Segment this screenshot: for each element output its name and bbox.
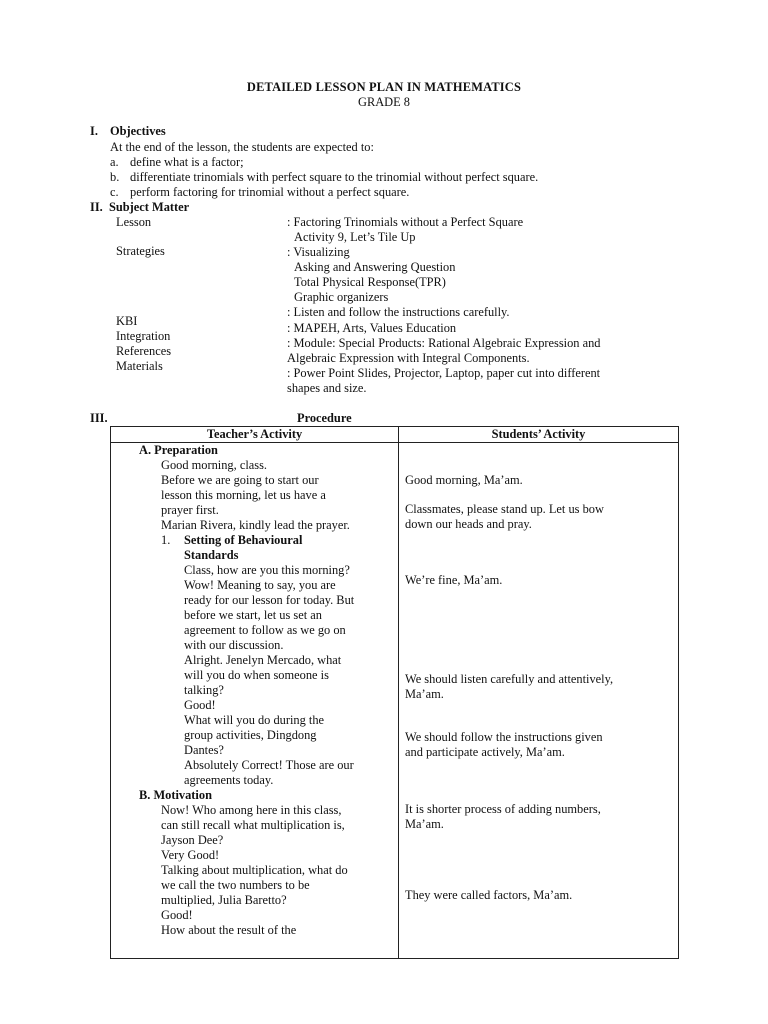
procedure-table: [110, 426, 679, 959]
teacher-line: Absolutely Correct! Those are our: [184, 758, 354, 772]
subject-label-strategies: Strategies: [116, 244, 165, 258]
table-row: [111, 443, 679, 959]
subject-value-line: Activity 9, Let’s Tile Up: [294, 230, 416, 244]
teacher-line: Before we are going to start our: [161, 473, 319, 487]
objectives-intro: At the end of the lesson, the students are expected to:: [110, 140, 374, 154]
objective-text: define what is a factor;: [130, 155, 244, 169]
subject-label-lesson: Lesson: [116, 215, 152, 229]
teacher-line: Wow! Meaning to say, you are: [184, 578, 336, 592]
teacher-line: talking?: [184, 683, 224, 697]
subject-value-line: : Module: Special Products: Rational Algebraic Expression and: [287, 336, 601, 350]
subject-value-line: : Listen and follow the instructions carefully.: [287, 305, 510, 319]
subject-value-line: : MAPEH, Arts, Values Education: [287, 321, 457, 335]
subsection-heading: Standards: [184, 548, 239, 562]
teacher-line: Marian Rivera, kindly lead the prayer.: [161, 518, 350, 532]
subject-value-line: : Power Point Slides, Projector, Laptop, paper cut into different: [287, 366, 601, 380]
objective-letter: b.: [110, 170, 120, 184]
objective-letter: c.: [110, 185, 119, 199]
student-line: Ma’am.: [405, 817, 444, 831]
objective-text: perform factoring for trinomial without a perfect square.: [130, 185, 410, 199]
students-activity-header: Students’ Activity: [399, 427, 679, 443]
teacher-line: with our discussion.: [184, 638, 284, 652]
teacher-line: prayer first.: [161, 503, 219, 517]
student-line: We should follow the instructions given: [405, 730, 603, 744]
objectives-number: I.: [90, 124, 98, 138]
subsection-heading: Setting of Behavioural: [184, 533, 303, 547]
teacher-line: agreement to follow as we go on: [184, 623, 346, 637]
document-subtitle: GRADE 8: [358, 95, 410, 109]
teacher-line: group activities, Dingdong: [184, 728, 317, 742]
teacher-line: Good!: [161, 908, 193, 922]
document-title: DETAILED LESSON PLAN IN MATHEMATICS: [246, 80, 522, 94]
subject-value-line: shapes and size.: [287, 381, 367, 395]
student-line: We’re fine, Ma’am.: [405, 573, 503, 587]
student-line: down our heads and pray.: [405, 517, 532, 531]
subject-value-line: Asking and Answering Question: [294, 260, 456, 274]
subject-label-integration: Integration: [116, 329, 171, 343]
teacher-line: Dantes?: [184, 743, 224, 757]
teacher-line: can still recall what multiplication is,: [161, 818, 345, 832]
teacher-line: Talking about multiplication, what do: [161, 863, 348, 877]
teacher-line: lesson this morning, let us have a: [161, 488, 326, 502]
student-line: Good morning, Ma’am.: [405, 473, 523, 487]
subject-value-line: : Factoring Trinomials without a Perfect Square: [287, 215, 524, 229]
objectives-heading: Objectives: [110, 124, 166, 138]
students-activity-cell: [399, 443, 679, 959]
teacher-line: will you do when someone is: [184, 668, 329, 682]
student-line: Ma’am.: [405, 687, 444, 701]
teacher-line: Very Good!: [161, 848, 220, 862]
student-line: They were called factors, Ma’am.: [405, 888, 573, 902]
teacher-line: before we start, let us set an: [184, 608, 322, 622]
student-line: We should listen carefully and attentively,: [405, 672, 614, 686]
subject-label-kbi: KBI: [116, 314, 138, 328]
teacher-line: we call the two numbers to be: [161, 878, 310, 892]
subject-value-line: Total Physical Response(TPR): [294, 275, 446, 289]
teacher-line: What will you do during the: [184, 713, 325, 727]
subject-value-line: Algebraic Expression with Integral Components.: [287, 351, 530, 365]
procedure-number: III.: [90, 411, 108, 425]
teacher-line: agreements today.: [184, 773, 274, 787]
teacher-line: How about the result of the: [161, 923, 297, 937]
teacher-line: multiplied, Julia Baretto?: [161, 893, 287, 907]
teacher-line: Good morning, class.: [161, 458, 267, 472]
subject-value-line: : Visualizing: [287, 245, 350, 259]
procedure-heading: Procedure: [297, 411, 352, 425]
objective-letter: a.: [110, 155, 119, 169]
subject-label-references: References: [116, 344, 172, 358]
teacher-activity-cell: [111, 443, 399, 959]
subject-value-line: Graphic organizers: [294, 290, 389, 304]
student-line: Classmates, please stand up. Let us bow: [405, 502, 604, 516]
teacher-line: Alright. Jenelyn Mercado, what: [184, 653, 342, 667]
subject-label-materials: Materials: [116, 359, 163, 373]
teacher-line: Jayson Dee?: [161, 833, 224, 847]
section-a-heading: A. Preparation: [139, 443, 218, 457]
teacher-line: Now! Who among here in this class,: [161, 803, 342, 817]
subsection-number: 1.: [161, 533, 171, 547]
teacher-line: ready for our lesson for today. But: [184, 593, 355, 607]
subject-matter-number: II.: [90, 200, 103, 214]
student-line: and participate actively, Ma’am.: [405, 745, 565, 759]
objective-text: differentiate trinomials with perfect square to the trinomial without perfect square.: [130, 170, 539, 184]
subject-matter-heading: Subject Matter: [109, 200, 190, 214]
teacher-activity-header: Teacher’s Activity: [111, 427, 399, 443]
teacher-line: Class, how are you this morning?: [184, 563, 350, 577]
student-line: It is shorter process of adding numbers,: [405, 802, 601, 816]
section-b-heading: B. Motivation: [139, 788, 212, 802]
teacher-line: Good!: [184, 698, 216, 712]
table-header-row: [111, 427, 679, 443]
